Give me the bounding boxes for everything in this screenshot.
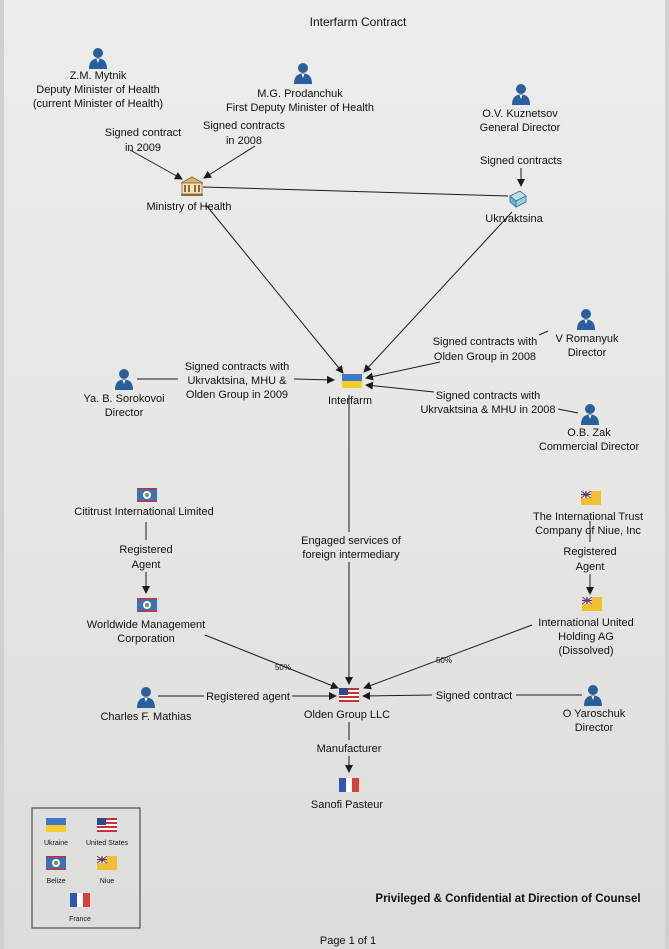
node-international-united[interactable] <box>538 597 633 657</box>
edge-label: Signed contract <box>435 690 513 702</box>
ownership-pct: 50% <box>435 656 453 665</box>
node-label: M.G. Prodanchuk <box>257 88 343 100</box>
edge-label: Ukrvaktsina & MHU in 2008 <box>420 404 556 416</box>
node-label: V Romanyuk <box>555 333 619 345</box>
node-label: Sanofi Pasteur <box>310 799 384 811</box>
niue-flag-icon <box>582 597 602 611</box>
node-label: Olden Group LLC <box>303 709 391 721</box>
node-label: Ministry of Health <box>146 201 232 213</box>
legend-label: France <box>69 916 91 923</box>
edge-yaroschuk-olden-b <box>363 695 432 696</box>
node-label: Director <box>567 347 607 359</box>
node-label: General Director <box>479 122 561 134</box>
node-label: First Deputy Minister of Health <box>226 102 374 114</box>
edge-label: Signed contracts with <box>432 336 538 348</box>
edge-label: Engaged services of <box>301 535 401 547</box>
node-label: Ukrvaktsina <box>485 213 543 225</box>
person-icon <box>115 369 133 390</box>
page-number: Page 1 of 1 <box>319 935 377 947</box>
node-label: Z.M. Mytnik <box>69 70 127 82</box>
edge-worldwide-olden <box>205 635 338 688</box>
node-label: Deputy Minister of Health <box>36 84 160 96</box>
node-label: Corporation <box>117 633 175 645</box>
person-icon <box>581 404 599 425</box>
edge-label: Olden Group in 2009 <box>185 389 289 401</box>
belize-flag-icon <box>137 598 157 612</box>
niue-flag-icon <box>581 491 601 505</box>
edge-romanyuk-interfarm <box>539 331 548 335</box>
united-states-flag-icon <box>97 818 117 832</box>
edge-label: Registered <box>119 544 173 556</box>
edge-label: Manufacturer <box>316 743 382 755</box>
edges <box>130 146 590 772</box>
ownership-pct: 50% <box>274 663 292 672</box>
legend <box>32 808 140 928</box>
node-label: International United <box>538 617 634 629</box>
node-label: O.B. Zak <box>567 427 611 439</box>
edge-ministry-ukrvaktsina <box>203 187 508 196</box>
edge-label: Signed contracts <box>203 120 285 132</box>
belize-flag-icon <box>46 856 66 870</box>
node-sanofi[interactable] <box>311 778 383 811</box>
edge-label: in 2008 <box>225 135 263 147</box>
node-prodanchuk[interactable] <box>226 63 374 114</box>
person-icon <box>577 309 595 330</box>
person-icon <box>89 48 107 69</box>
node-yaroschuk[interactable] <box>563 685 626 734</box>
node-olden-group[interactable] <box>304 688 390 721</box>
edge-label: Signed contracts with <box>435 390 541 402</box>
france-flag-icon <box>339 778 359 792</box>
node-label: Interfarm <box>327 395 373 407</box>
ukraine-flag-icon <box>342 374 362 388</box>
node-label: Holding AG <box>558 631 614 643</box>
node-ukrvaktsina[interactable] <box>485 191 543 225</box>
node-label: Director <box>574 722 614 734</box>
edge-label: foreign intermediary <box>302 549 400 561</box>
edge-label: Signed contracts with <box>184 361 290 373</box>
legend-label: Niue <box>99 878 115 885</box>
edge-romanyuk-interfarm-b <box>366 362 440 378</box>
node-sorokovoi[interactable] <box>83 369 164 419</box>
edge-label: Agent <box>131 559 161 571</box>
node-label: Cititrust International Limited <box>74 506 214 518</box>
edge-mytnik-ministry <box>130 150 182 179</box>
node-label: O Yaroschuk <box>562 708 626 720</box>
edge-label: Ukrvaktsina, MHU & <box>187 375 287 387</box>
edge-label: Olden Group in 2008 <box>433 351 537 363</box>
belize-flag-icon <box>137 488 157 502</box>
node-label: O.V. Kuznetsov <box>482 108 558 120</box>
person-icon <box>294 63 312 84</box>
building-icon <box>181 177 203 196</box>
node-label: (Dissolved) <box>558 645 614 657</box>
page-title: Interfarm Contract <box>309 15 407 29</box>
edge-zak-interfarm <box>366 385 434 392</box>
node-mytnik[interactable] <box>33 48 163 110</box>
node-niue-trust[interactable] <box>533 491 643 537</box>
ukraine-flag-icon <box>46 818 66 832</box>
node-label: Company of Niue, Inc <box>535 525 641 537</box>
node-worldwide[interactable] <box>87 598 205 645</box>
node-label: Charles F. Mathias <box>100 711 192 723</box>
edge-sorokovoi-interfarm-b <box>294 379 334 380</box>
edge-label: Registered agent <box>206 691 290 703</box>
edge-label: Signed contract <box>104 127 182 139</box>
united-states-flag-icon <box>339 688 359 702</box>
node-label: Ya. B. Sorokovoi <box>83 393 165 405</box>
legend-label: Ukraine <box>43 840 69 847</box>
legend-label: United States <box>85 840 129 847</box>
edge-ministry-interfarm <box>206 205 343 373</box>
person-icon <box>137 687 155 708</box>
edge-prodanchuk-ministry <box>204 146 255 178</box>
legend-label: Belize <box>46 878 66 885</box>
niue-flag-icon <box>97 856 117 870</box>
node-mathias[interactable] <box>100 687 192 723</box>
vial-icon <box>510 191 526 207</box>
node-label: Commercial Director <box>538 441 640 453</box>
node-label: Worldwide Management <box>86 619 206 631</box>
node-kuznetsov[interactable] <box>480 84 561 134</box>
edge-label: Agent <box>575 561 605 573</box>
person-icon <box>584 685 602 706</box>
edge-label: Registered <box>563 546 617 558</box>
edge-label: in 2009 <box>124 142 162 154</box>
node-romanyuk[interactable] <box>556 309 619 359</box>
edge-ukrvaktsina-interfarm <box>364 212 512 372</box>
node-interfarm[interactable] <box>328 374 372 407</box>
node-label: The International Trust <box>532 511 644 523</box>
person-icon <box>512 84 530 105</box>
node-label: Director <box>104 407 144 419</box>
node-ministry-of-health[interactable] <box>147 177 232 213</box>
edge-zak-label <box>558 409 578 413</box>
edge-label: Signed contracts <box>480 155 562 167</box>
confidentiality-notice: Privileged & Confidential at Direction of Counsel <box>375 893 641 905</box>
node-label: (current Minister of Health) <box>32 98 164 110</box>
france-flag-icon <box>70 893 90 907</box>
node-cititrust[interactable] <box>74 488 213 518</box>
